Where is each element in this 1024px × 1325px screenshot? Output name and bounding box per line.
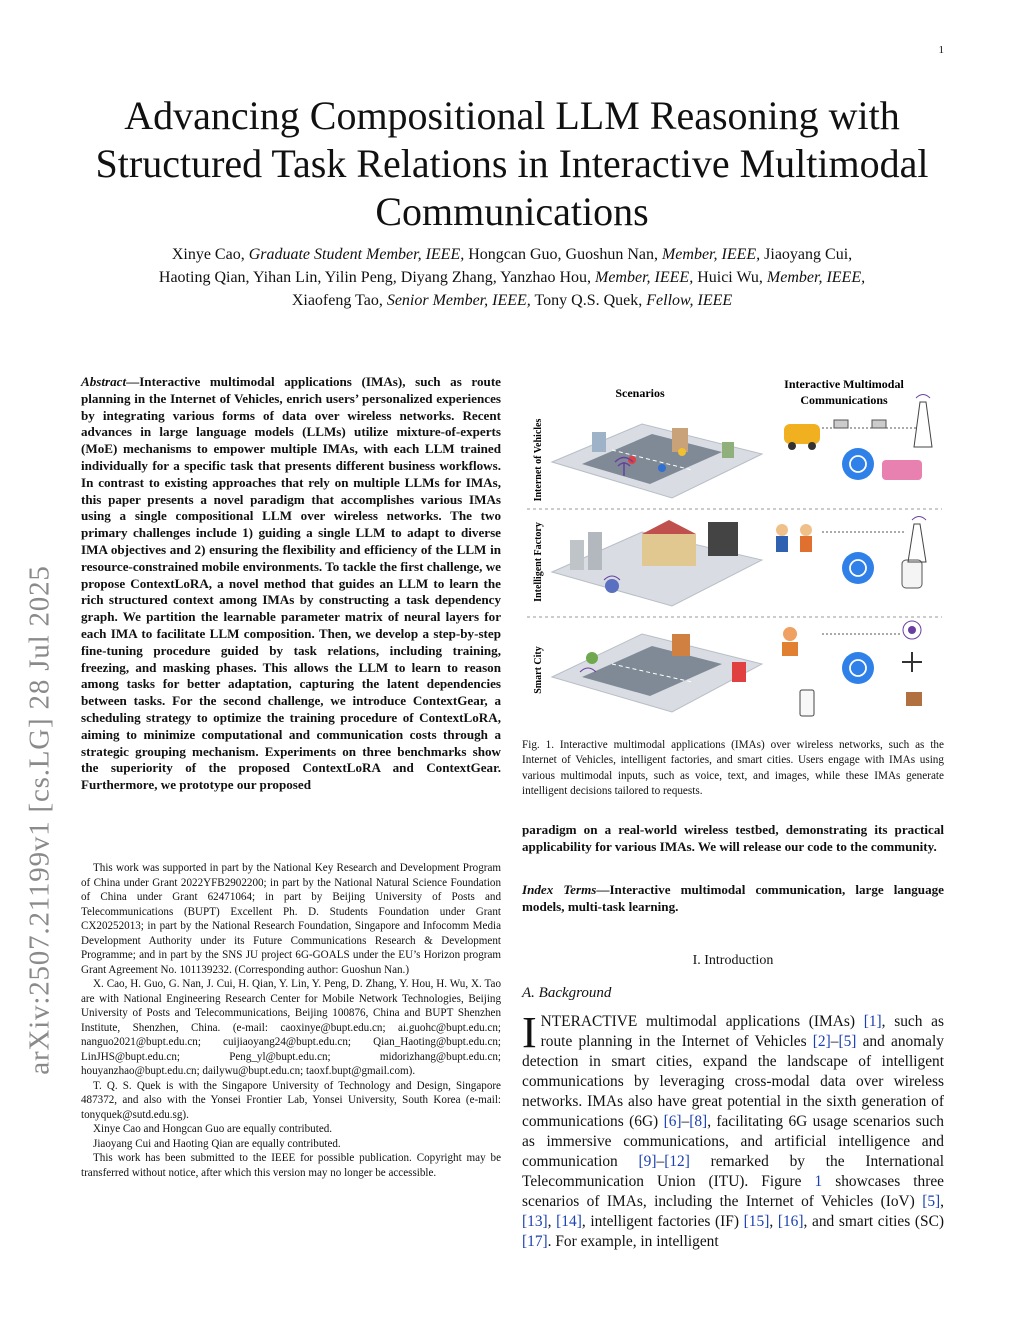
intro-text: , [769, 1213, 778, 1230]
footnote-affiliation: T. Q. S. Quek is with the Singapore University of Technology and Design, Singapore 487372, and also with the Yonsei Frontier Lab, Yonsei University, South Korea (e-mail: tonyquek@sutd.edu.sg). [81, 1079, 501, 1121]
footnote-copyright: This work has been submitted to the IEEE for possible publication. Copyright may be transferred without notice, after which this version may no longer be accessible. [81, 1152, 501, 1179]
abstract-text: —Interactive multimodal applications (IMAs), such as route planning in the Internet of Vehicles, enrich users’ personalized experiences by integrating various forms of data over wireless networks. Recent advances in large language models (LLMs) utilize mixture-of-experts (MoE) mechanisms to empower multiple IMAs, with each LLM trained individually for a specific task that presents different business workflows. In contrast to existing approaches that rely on multiple LLMs for IMAs, this paper presents a novel paradigm that accomplishes various IMAs using a single compositional LLM over wireless networks. The two primary challenges include 1) guiding a single LLM to adapt to diverse IMA objectives and 2) ensuring the flexibility and efficiency of the LLM in resource-constrained mobile environments. To tackle the first challenge, we propose ContextLoRA, a novel method that guides an LLM to learn the rich structured context among IMAs by constructing a task dependency graph. We partition the learnable parameter matrix of neural layers for each IMA to facilitate LLM composition. Then, we develop a step-by-step fine-tuning procedure guided by task relations, including training, freezing, and masking phases. This allows the LLM to learn to reason among tasks for better adaptation, capturing the latent dependencies between tasks. For the second challenge, we introduce ContextGear, a scheduling strategy to optimize the training procedure of ContextLoRA, aiming to minimize computational and communication costs through a strategic grouping mechanism. Experiments on three benchmarks show the superiority of the proposed ContextLoRA and ContextGear. Furthermore, we prototype our proposed [81, 374, 501, 793]
row-label-city: Smart City [533, 646, 544, 694]
subsection-heading: A. Background [522, 985, 612, 1001]
page-number: 1 [938, 44, 944, 56]
footnote-equal-contribution: Jiaoyang Cui and Haoting Qian are equally contributed. [93, 1137, 341, 1150]
citation-link[interactable]: [14] [556, 1213, 582, 1230]
author-list [80, 243, 944, 312]
ima-factory-illustration [776, 517, 926, 589]
intro-text: remarked by the International Telecommunication Union (ITU). Figure [522, 1153, 944, 1190]
row-label-iov: Internet of Vehicles [533, 418, 544, 502]
author-role: Member, IEEE, [595, 269, 694, 286]
scenario-city-illustration [552, 634, 762, 712]
author-role: Senior Member, IEEE, [386, 292, 531, 309]
abstract-label: Abstract [81, 374, 127, 389]
citation-link[interactable]: [17] [522, 1233, 548, 1250]
figure-link[interactable]: 1 [814, 1173, 823, 1190]
intro-text: , intelligent factories (IF) [581, 1213, 744, 1230]
index-terms-label: Index Terms [522, 882, 597, 897]
footnotes [81, 861, 501, 1180]
intro-text: NTERACTIVE multimodal applications (IMAs) [540, 1013, 864, 1030]
intro-text: , facilitating 6G usage scenarios such as immersive communications, and artificial intelligence and communication [522, 1113, 944, 1170]
figure-header-ima: Interactive Multimodal [784, 377, 904, 391]
index-terms-text: —Interactive multimodal communication, large language models, multi-task learning. [522, 882, 944, 914]
citation-link[interactable]: [5] [838, 1033, 857, 1050]
intro-text: – [681, 1113, 690, 1130]
author-names: Huici Wu, [697, 269, 763, 286]
intro-text: – [656, 1153, 665, 1170]
citation-link[interactable]: [1] [863, 1013, 882, 1030]
scenario-factory-illustration [552, 520, 762, 606]
author-names: Jiaoyang Cui, [764, 246, 853, 263]
footnote-affiliation: X. Cao, H. Guo, G. Nan, J. Cui, H. Qian, Y. Lin, Y. Peng, D. Zhang, Y. Hou, H. Wu, X. Tao are with National Engineering Research Center for Mobile Network Technologies, Beijing University of Posts and Telecommunications, Beijing 100876, China and BUPT Shenzhen Institute, Shenzhen, China. (e-mail: caoxinye@bupt.edu.cn; ai.guohc@bupt.edu.cn; nanguo2021@bupt.edu.cn; cuijiaoyang24@bupt.edu.cn; Qian_Haoting@bupt.edu.cn; LinJHS@bupt.edu.cn; Peng_yl@bupt.edu.cn; midorizhang@bupt.edu.cn; houyanzhao@bupt.edu.cn; dailywu@bupt.edu.cn; taoxf.bupt@gmail.com). [81, 978, 501, 1077]
ima-city-illustration [782, 621, 922, 716]
citation-link[interactable]: [6] [663, 1113, 682, 1130]
index-terms [522, 882, 944, 916]
intro-text: , and smart cities (SC) [803, 1213, 944, 1230]
drop-cap: I [522, 1008, 537, 1057]
citation-link[interactable]: [2] [812, 1033, 831, 1050]
footnote-equal-contribution: Xinye Cao and Hongcan Guo are equally contributed. [93, 1123, 333, 1135]
ima-iov-illustration [784, 395, 932, 481]
citation-link[interactable]: [13] [522, 1213, 548, 1230]
intro-text: – [830, 1033, 839, 1050]
intro-text: showcases three scenarios of IMAs, including the Internet of Vehicles (IoV) [522, 1173, 944, 1210]
figure-1 [522, 372, 944, 730]
intro-text: , such as route planning in the Internet of Vehicles [540, 1013, 945, 1050]
intro-text: . For example, in intelligent [547, 1233, 719, 1250]
row-label-factory: Intelligent Factory [533, 522, 544, 602]
author-role: Member, IEEE, [766, 269, 866, 286]
figure-caption: Fig. 1. Interactive multimodal applications (IMAs) over wireless networks, such as the Internet of Vehicles, intelligent factories, and smart cities. Users engage with IMAs using various multimodal inputs, such as voice, text, and images, while these IMAs generate intelligent decisions tailored to requests. [522, 739, 944, 797]
scenario-iov-illustration [552, 424, 762, 498]
introduction-paragraph [522, 1008, 945, 1252]
citation-link[interactable]: [12] [664, 1153, 690, 1170]
figure-header-ima: Communications [800, 393, 888, 407]
abstract-continuation: paradigm on a real-world wireless testbed, demonstrating its practical applicability for various IMAs. We will release our code to the community. [522, 822, 944, 854]
intro-text: , [940, 1193, 944, 1210]
author-names: Hongcan Guo, Guoshun Nan, [468, 246, 658, 263]
author-role: Member, IEEE, [661, 246, 761, 263]
abstract [81, 374, 501, 794]
citation-link[interactable]: [8] [689, 1113, 708, 1130]
author-names: Xinye Cao, [171, 246, 245, 263]
intro-text: , [547, 1213, 557, 1230]
citation-link[interactable]: [16] [777, 1213, 804, 1230]
author-names: Haoting Qian, Yihan Lin, Yilin Peng, Diyang Zhang, Yanzhao Hou, [158, 269, 591, 286]
paper-title: Advancing Compositional LLM Reasoning with Structured Task Relations in Interactive Multimodal Communications [95, 93, 929, 234]
author-names: Tony Q.S. Quek, [534, 292, 643, 309]
citation-link[interactable]: [5] [922, 1193, 941, 1210]
author-names: Xiaofeng Tao, [291, 292, 383, 309]
citation-link[interactable]: [9] [638, 1153, 657, 1170]
figure-header-scenarios: Scenarios [615, 386, 665, 400]
author-role: Fellow, IEEE [646, 292, 733, 309]
author-role: Graduate Student Member, IEEE, [248, 246, 465, 263]
section-heading: I. Introduction [692, 953, 774, 968]
arxiv-stamp[interactable]: arXiv:2507.21199v1 [cs.LG] 28 Jul 2025 [23, 565, 56, 1075]
citation-link[interactable]: [15] [743, 1213, 770, 1230]
intro-text: and anomaly detection in smart cities, expand the landscape of intelligent communications by leveraging cross-modal data over wireless networks. IMAs also have great potential in the sixth generation of communications (6G) [522, 1033, 944, 1130]
footnote-funding: This work was supported in part by the National Key Research and Development Program of China under Grant 2022YFB2902200; in part by the National Natural Science Foundation of China under Grant 62471064; in part by Beijing University of Posts and Telecommunications (BUPT) Excellent Ph. D. Students Foundation under Grant CX20252013; in part by the National Research Foundation, Singapore and Infocomm Media Development Authority under its Future Communications Research & Development Programme; and in part by the SNS JU project 6G-GOALS under the EU’s Horizon program Grant Agreement No. 101139232. (Corresponding author: Guoshun Nan.) [81, 862, 501, 976]
